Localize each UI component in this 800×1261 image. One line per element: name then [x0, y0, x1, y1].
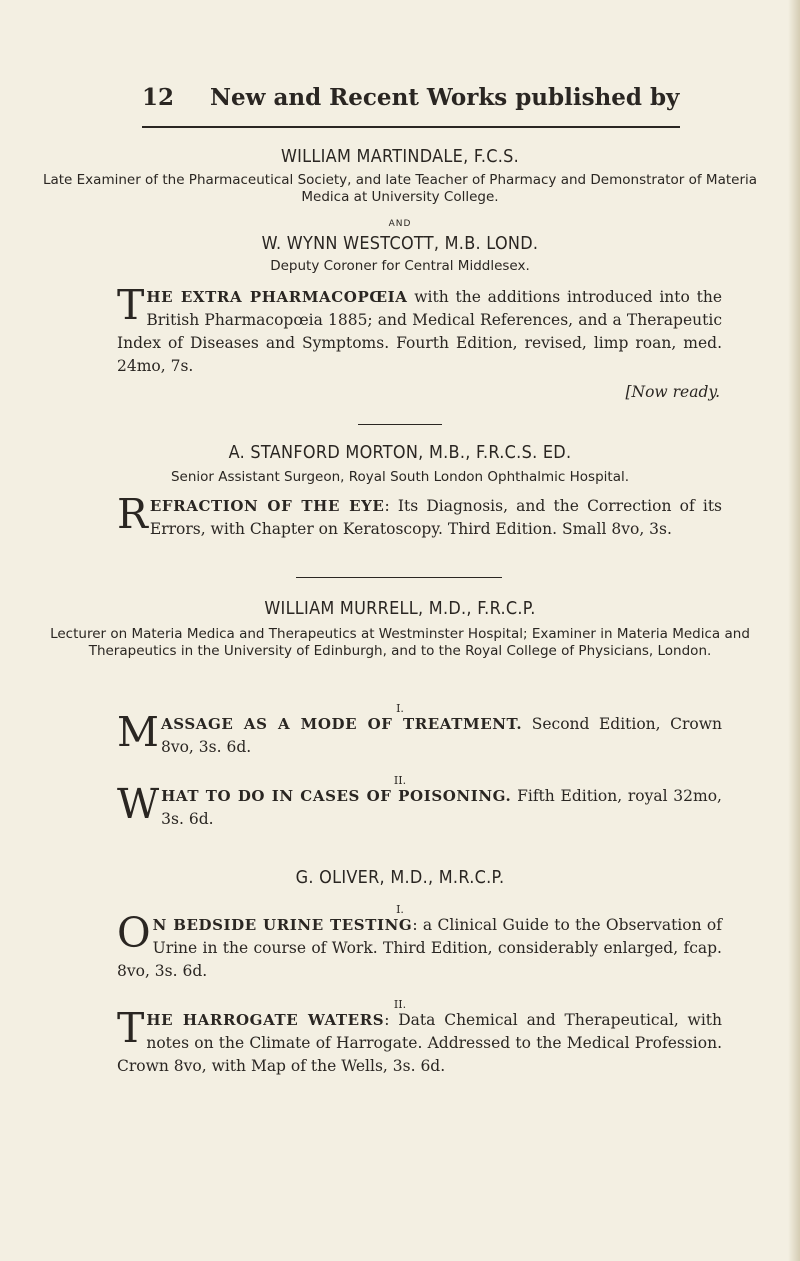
work-body: : Its Diagnosis, and the Correction of its Errors, with Chapter on Keratoscopy. Third Edition. Small 8vo, 3s. — [149, 497, 723, 538]
work-title: EFRACTION OF THE EYE — [149, 497, 385, 515]
author-description: Lecturer on Materia Medica and Therapeutics at Westminster Hospital; Examiner in Materia Medica and Therapeutics in the University of Edinburgh, and to the Royal College of Physicians, London. — [50, 626, 750, 659]
work-title: HAT TO DO IN CASES OF POISONING. — [161, 787, 512, 805]
drop-cap: T — [117, 1004, 145, 1052]
work-title: HE EXTRA PHARMACOPŒIA — [146, 288, 408, 306]
drop-cap: T — [117, 281, 145, 329]
drop-cap: R — [117, 490, 148, 538]
availability-status: [Now ready. — [625, 383, 720, 401]
page-edge-shadow — [788, 0, 800, 1261]
work-entry — [117, 281, 722, 378]
work-body: : Data Chemical and Therapeutical, with notes on the Climate of Harrogate. Addressed to the Medical Profession. Crown 8vo, with Map of the Wells, 3s. 6d. — [117, 1011, 722, 1075]
work-numeral: I. — [396, 903, 404, 916]
running-title: New and Recent Works published by — [210, 84, 680, 111]
work-title: N BEDSIDE URINE TESTING — [152, 916, 413, 934]
author-name: A. STANFORD MORTON, M.B., F.R.C.S. ED. — [228, 443, 572, 463]
co-author-name: W. WYNN WESTCOTT, M.B. LOND. — [261, 234, 539, 254]
drop-cap: W — [117, 780, 160, 828]
work-body: : a Clinical Guide to the Observation of Urine in the course of Work. Third Edition, considerably enlarged, fcap. 8vo, 3s. 6d. — [117, 916, 723, 980]
and-separator: AND — [388, 219, 412, 229]
work-entry — [117, 708, 722, 759]
work-numeral: II. — [393, 998, 407, 1011]
section-divider — [358, 424, 442, 425]
author-description: Senior Assistant Surgeon, Royal South London Ophthalmic Hospital. — [170, 469, 630, 485]
work-title: ASSAGE AS A MODE OF TREATMENT. — [160, 715, 523, 733]
work-body: Second Edition, Crown 8vo, 3s. 6d. — [160, 715, 722, 756]
work-title: HE HARROGATE WATERS — [146, 1011, 385, 1029]
work-body: Fifth Edition, royal 32mo, 3s. 6d. — [161, 787, 722, 828]
work-body: with the additions introduced into the British Pharmacopœia 1885; and Medical References, and a Therapeutic Index of Diseases and Symptoms. Fourth Edition, revised, limp roan, med. 24mo, 7s. — [117, 288, 722, 375]
co-author-description: Deputy Coroner for Central Middlesex. — [270, 258, 530, 274]
running-header — [142, 84, 682, 118]
work-numeral: II. — [393, 774, 407, 787]
author-name: WILLIAM MURRELL, M.D., F.R.C.P. — [264, 599, 536, 619]
work-entry — [117, 909, 723, 983]
author-description: Late Examiner of the Pharmaceutical Society, and late Teacher of Pharmacy and Demonstrator of Materia Medica at University College. — [42, 172, 758, 205]
author-name: WILLIAM MARTINDALE, F.C.S. — [280, 147, 520, 167]
page-number: 12 — [142, 84, 175, 111]
section-divider — [296, 577, 502, 578]
work-numeral: I. — [396, 702, 404, 715]
drop-cap: M — [117, 708, 159, 756]
work-entry — [117, 490, 723, 541]
header-rule — [142, 126, 680, 128]
drop-cap: O — [117, 909, 151, 957]
author-name: G. OLIVER, M.D., M.R.C.P. — [295, 868, 505, 888]
